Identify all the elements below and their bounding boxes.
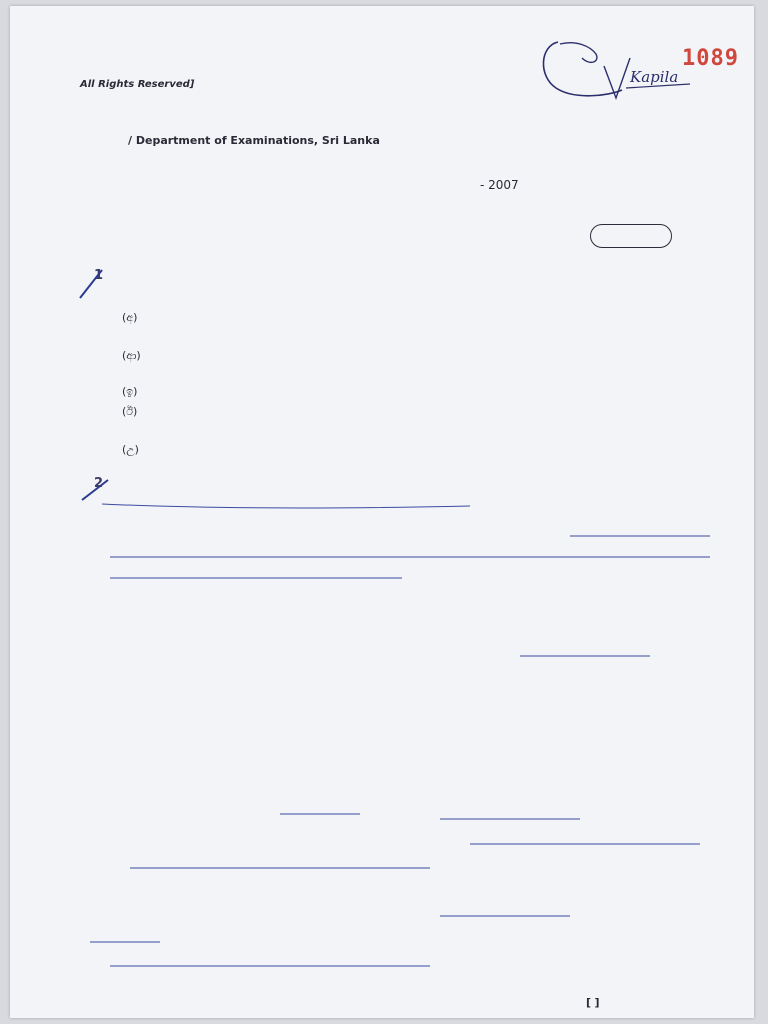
signature-text: Kapila xyxy=(630,68,679,86)
question-1-option-e: (උ) xyxy=(122,443,139,456)
rights-block xyxy=(80,78,194,92)
pen-markings xyxy=(10,6,754,1018)
department-english: / Department of Examinations, Sri Lanka xyxy=(128,134,380,147)
question-1-option-b: (ආ) xyxy=(122,349,141,362)
paper-number: 1089 xyxy=(682,46,739,71)
question-1-option-c: (ඉ) xyxy=(122,385,138,398)
question-1-number: 1 xyxy=(94,268,104,283)
department-line xyxy=(128,134,380,147)
question-2-number: 2 xyxy=(94,476,104,491)
exam-paper-page xyxy=(10,6,754,1018)
question-1-option-a: (අ) xyxy=(122,311,138,324)
examiner-signature xyxy=(530,36,700,116)
rights-english: All Rights Reserved] xyxy=(80,79,195,90)
time-badge xyxy=(590,224,672,248)
exam-year: - 2007 xyxy=(480,178,519,192)
question-1-option-d: (ඊ) xyxy=(122,405,138,418)
continue-note: [ ] xyxy=(586,996,600,1009)
